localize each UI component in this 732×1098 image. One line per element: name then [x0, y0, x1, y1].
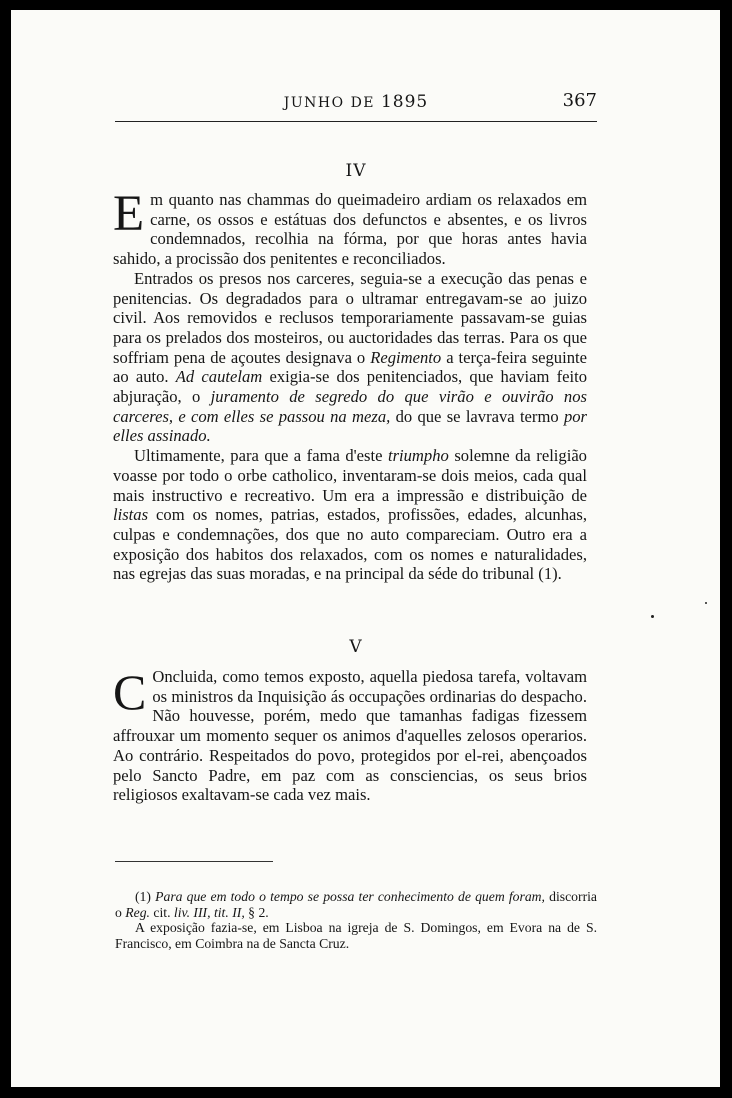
header-month: JUNHO DE	[283, 95, 376, 111]
italic-text: por elles assinado.	[113, 406, 588, 446]
paragraph-text: Ultimamente, para que a fama d'este	[134, 446, 383, 466]
footnote-text: cit.	[153, 904, 171, 920]
running-header	[115, 90, 597, 116]
section-number-iv: IV	[345, 161, 367, 181]
paragraph-text: Oncluida, como temos exposto, aquella piedosa tarefa, voltavam os ministros da Inquisição ás occupações ordinarias do despacho. Não houvesse, porém, medo que tamanhas fadigas fizessem affrouxar um momento sequer os animos d'aquelles zelosos operarios. Ao contrário. Respeitados do povo, protegidos por el-rei, abençoados pelo Sancto Padre, em paz com as consciencias, os seus brios religiosos exaltavam-se cada vez mais.	[113, 667, 587, 805]
italic-text: Ad cautelam	[175, 367, 263, 387]
paragraph-text: a terça-feira seguinte ao auto.	[113, 347, 587, 387]
italic-text: triumpho	[387, 446, 449, 466]
footnote-marker: (1)	[135, 889, 151, 904]
italic-text: listas	[113, 505, 149, 525]
paragraph-text: com os nomes, patrias, estados, profissões, edades, alcunhas, culpas e condemnações, dos que no auto compareciam. Outro era a exposição dos habitos dos relaxados, com os nomes e naturalidades, nas egrejas das suas moradas, e na principal da séde do tribunal (1).	[113, 505, 587, 584]
footnote-rule	[115, 861, 273, 862]
footnote-text: discorria o	[115, 889, 598, 920]
section-number-v: V	[349, 637, 363, 657]
page-number: 367	[562, 90, 597, 111]
italic-text: liv. III, tit. II,	[173, 904, 245, 920]
italic-text: juramento de segredo do que virão e ouvirão nos carceres, e com elles se passou na meza,	[113, 387, 587, 426]
paragraph	[113, 186, 587, 269]
footnote-1	[115, 889, 597, 920]
header-title	[115, 92, 597, 112]
paragraph	[113, 664, 587, 805]
section-v-body	[113, 664, 587, 805]
drop-cap: C	[113, 664, 147, 720]
footnote-continuation: A exposição fazia-se, em Lisboa na igreja de S. Domingos, em Evora na de S. Francisco, em Coimbra na de Sancta Cruz.	[115, 920, 597, 951]
paragraph-text: solemne da religião voasse por todo o orbe catholico, inventaram-se dois meios, cada qual mais instructivo e recreativo. Um era a impressão e distribuição de	[113, 446, 587, 505]
paragraph-text: do que se lavrava termo	[395, 406, 559, 426]
drop-cap: E	[113, 186, 145, 242]
italic-text: Regimento	[370, 347, 442, 367]
ink-speck	[651, 615, 654, 618]
paragraph	[113, 446, 587, 584]
ink-speck	[705, 602, 707, 604]
paragraph-text: Entrados os presos nos carceres, seguia-se a execução das penas e penitencias. Os degradados para o ultramar entregavam-se ao juizo civil. Aos removidos e reclusos temporariamente passavam-se guias para os prelados dos mosteiros, ou auctoridades das terras. Para os que soffriam pena de açoutes designava o	[113, 268, 587, 367]
italic-text: Reg.	[125, 904, 150, 920]
footnote-text: § 2.	[248, 904, 269, 920]
paragraph	[113, 269, 587, 446]
paragraph-text: exigia-se dos penitenciados, que haviam feito abjuração, o	[113, 367, 587, 407]
italic-text: Para que em todo o tempo se possa ter conhecimento de quem foram,	[155, 889, 545, 904]
section-iv-body	[113, 186, 588, 584]
header-rule	[115, 121, 597, 122]
footnotes	[115, 889, 597, 951]
header-year: 1895	[380, 92, 429, 112]
paragraph-text: m quanto nas chammas do queimadeiro ardiam os relaxados em carne, os ossos e estátuas dos defunctos e absentes, e os livros condemnados, recolhia na fórma, por que horas antes havia sahido, a procissão dos penitentes e reconciliados.	[113, 190, 587, 269]
book-page	[11, 10, 720, 1087]
